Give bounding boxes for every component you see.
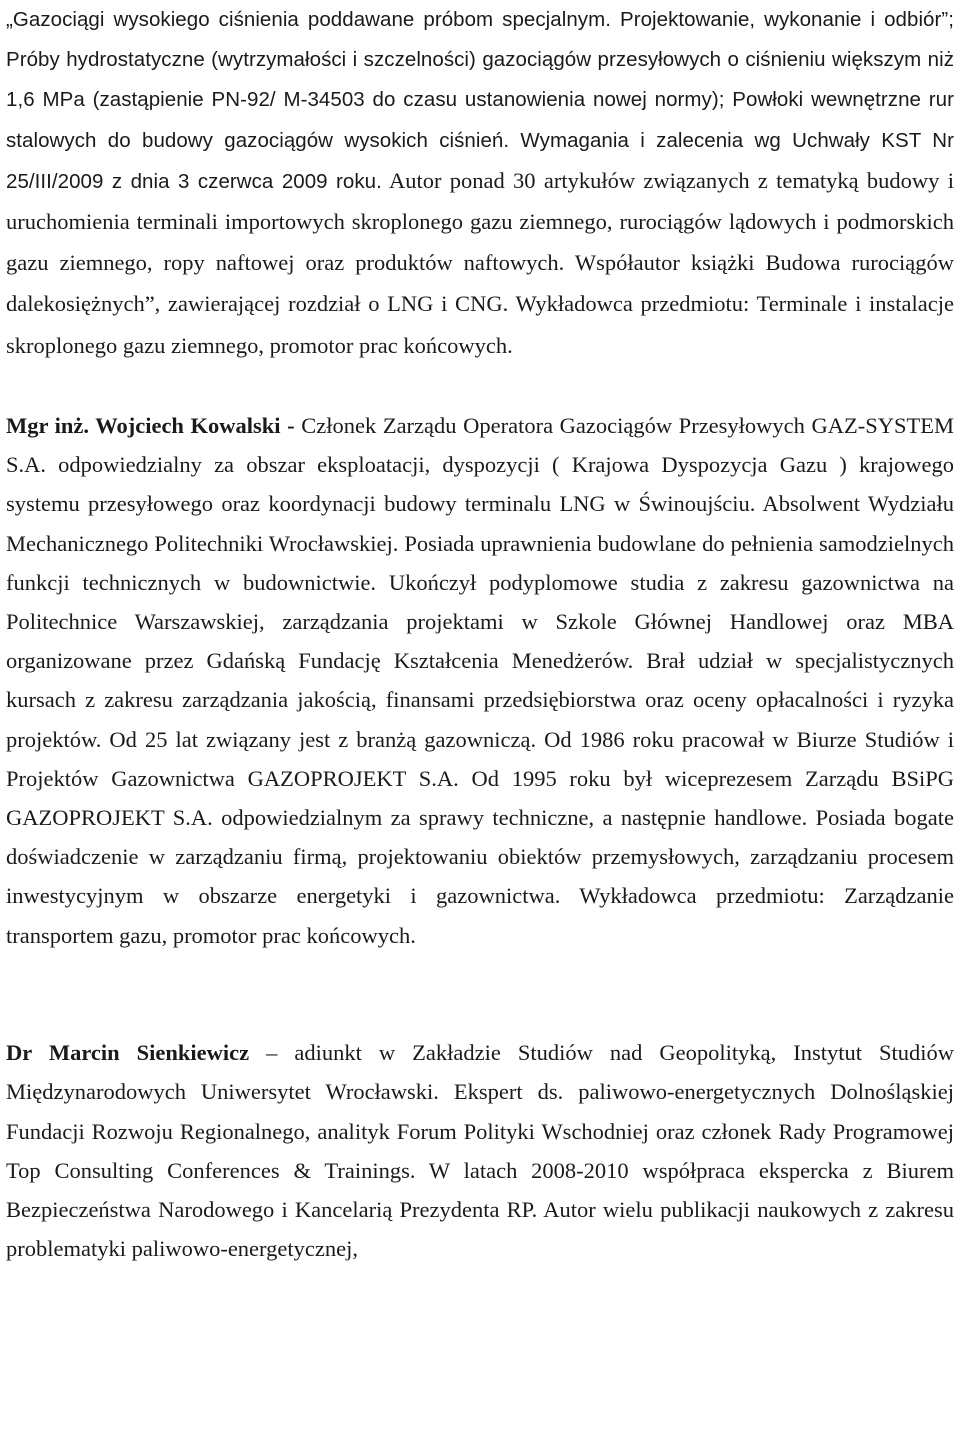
sienkiewicz-paragraph [6, 1033, 954, 1268]
kowalski-paragraph [6, 406, 954, 955]
intro-paragraph [6, 0, 954, 367]
intro-serif-text: Autor ponad 30 artykułów związanych z tematyką budowy i uruchomienia terminali importowych skroplonego gazu ziemnego, rurociągów lądowych i podmorskich gazu ziemnego, ropy naftowej oraz produktów naftowych. Współautor książki Budowa rurociągów dalekosiężnych”, zawierającej rozdział o LNG i CNG. Wykładowca przedmiotu: Terminale i instalacje skroplonego gazu ziemnego, promotor prac końcowych. [6, 167, 954, 358]
sienkiewicz-bio: – adiunkt w Zakładzie Studiów nad Geopolityką, Instytut Studiów Międzynarodowych Uniwersytet Wrocławski. Ekspert ds. paliwowo-energetycznych Dolnośląskiej Fundacji Rozwoju Regionalnego, analityk Forum Polityki Wschodniej oraz członek Rady Programowej Top Consulting Conferences & Trainings. W latach 2008-2010 współpraca ekspercka z Biurem Bezpieczeństwa Narodowego i Kancelarią Prezydenta RP. Autor wielu publikacji naukowych z zakresu problematyki paliwowo-energetycznej, [6, 1040, 954, 1262]
sienkiewicz-name: Dr Marcin Sienkiewicz [6, 1040, 250, 1066]
document-page [6, 0, 954, 1268]
paragraph-spacer [6, 955, 954, 1033]
kowalski-name: Mgr inż. Wojciech Kowalski - [6, 413, 295, 439]
kowalski-bio: Członek Zarządu Operatora Gazociągów Przesyłowych GAZ-SYSTEM S.A. odpowiedzialny za obszar eksploatacji, dyspozycji ( Krajowa Dyspozycja Gazu ) krajowego systemu przesyłowego oraz koordynacji budowy terminalu LNG w Świnoujściu. Absolwent Wydziału Mechanicznego Politechniki Wrocławskiej. Posiada uprawnienia budowlane do pełnienia samodzielnych funkcji technicznych w budownictwie. Ukończył podyplomowe studia z zakresu gazownictwa na Politechnice Warszawskiej, zarządzania projektami w Szkole Głównej Handlowej oraz MBA organizowane przez Gdańską Fundację Kształcenia Menedżerów. Brał udział w specjalistycznych kursach z zakresu zarządzania jakością, finansami przedsiębiorstwa oraz oceny opłacalności i ryzyka projektów. Od 25 lat związany jest z branżą gazowniczą. Od 1986 roku pracował w Biurze Studiów i Projektów Gazownictwa GAZOPROJEKT S.A. Od 1995 roku był wiceprezesem Zarządu BSiPG GAZOPROJEKT S.A. odpowiedzialnym za sprawy techniczne, a następnie handlowe. Posiada bogate doświadczenie w zarządzaniu firmą, projektowaniu obiektów przemysłowych, zarządzaniu procesem inwestycyjnym w obszarze energetyki i gazownictwa. Wykładowca przedmiotu: Zarządzanie transportem gazu, promotor prac końcowych. [6, 413, 955, 948]
intro-sans-text: „Gazociągi wysokiego ciśnienia poddawane próbom specjalnym. Projektowanie, wykonanie i odbiór”; Próby hydrostatyczne (wytrzymałości i szczelności) gazociągów przesyłowych o ciśnieniu większym niż 1,6 MPa (zastąpienie PN-92/ M-34503 do czasu ustanowienia nowej normy); Powłoki wewnętrzne rur stalowych do budowy gazociągów wysokich ciśnień. Wymagania i zalecenia wg Uchwały KST Nr 25/III/2009 z dnia 3 czerwca 2009 roku. [6, 8, 954, 193]
paragraph-spacer [6, 367, 954, 406]
